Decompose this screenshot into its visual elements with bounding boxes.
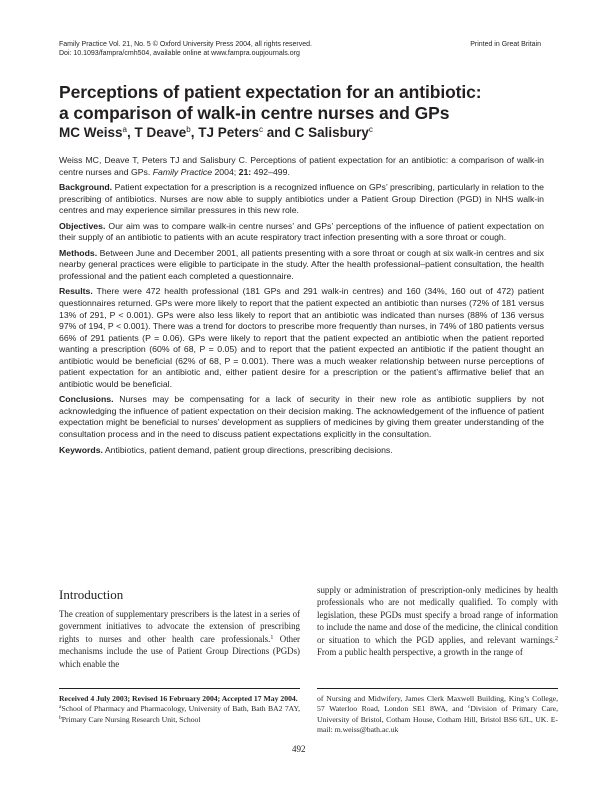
abstract-results [59,286,544,390]
journal-line: Family Practice Vol. 21, No. 5 © Oxford University Press 2004, all rights reserved. [59,41,312,48]
body-text: supply or administration of prescription-only medicines by health professionals who are not medically qualified. To comply with legislation, these PGDs must specify a broad range of information to include the name and dose of the medicine, the clinical condition or situation to which the PGD applies, and relevant warnings. [317,585,558,645]
section-label: Conclusions. [59,394,114,405]
section-text: Patient expectation for a prescription is a recognized influence on GPs’ prescribing, particularly in relation to the prescribing of antibiotics. Nurses are now able to supply antibiotics under a Patient Group Direction (PGD) in NHS walk-in centres and may experience similar pressures in this new role. [59,182,544,216]
section-heading: Introduction [59,587,124,602]
body-column-right [317,584,558,658]
footnote-right [317,694,558,735]
author-name: MC Weiss [59,125,123,140]
citation-pages: 492–499. [251,166,290,177]
section-text: There were 472 health professional (181 GPs and 291 walk-in centres) and 160 (34%, 160 out of 472) patient questionnaires returned. GPs were more likely to report that the patient expected an antibiotic than nurses (72% of 181 versus 13% of 291, P < 0.001). GPs were also less likely to report that an antibiotic was indicated than nurses (88% of 136 versus 97% of 194, P < 0.001). There was a trend for doctors to prescribe more frequently than nurses, in 74% of 180 patients versus 66% of 291 patients (P = 0.06). GPs were likely to report that the patient expected an antibiotic when the patient reported wanting a prescription (60% of 68, P = 0.05) and to report that the patient expected an antibiotic if the patient thought an antibiotic would be beneficial (62% of 68, P = 0.001). There was a much weaker relationship between nurse perceptions of patient expectation for an antibiotic and, either patient desire for a prescription or the patient’s affirmative belief that an antibiotic would be beneficial. [59,286,544,389]
section-label: Results. [59,286,93,297]
body-text: From a public health perspective, a growth in the range of [317,647,523,658]
abstract-conclusions [59,394,544,440]
citation-volume: 21: [238,166,252,177]
affiliation-text: Division of Primary Care, University of Bristol, Cotham House, Cotham Hill, Bristol BS6 6JL, UK. E-mail: m.weiss@bath.ac.uk [317,704,558,734]
abstract-background [59,182,544,217]
received-dates: Received 4 July 2003; Revised 16 February 2004; Accepted 17 May 2004. [59,694,298,703]
body-text: The creation of supplementary prescribers is the latest in a series of government initiatives to advocate the extension of prescribing rights to nurses and other health care professionals. [59,609,300,644]
abstract [59,155,544,460]
body-text: Other mechanisms include the use of Patient Group Directions (PGDs) which enable the [59,633,300,669]
affiliation-mark: b [59,714,62,721]
affiliation-mark: a [59,704,62,711]
affiliation-mark: c [467,704,471,711]
affiliation-text: Primary Care Nursing Research Unit, School [61,714,201,724]
citation-journal: Family Practice [152,166,213,177]
author-separator: and [263,125,295,140]
citation [59,155,544,178]
section-label: Objectives. [59,220,106,231]
author-affiliation-mark: c [259,125,264,134]
footnote-divider [317,688,558,689]
author-list [59,125,373,140]
printed-note: Printed in Great Britain [470,41,541,48]
section-label: Background. [59,182,113,193]
body-column-left [59,608,300,670]
page-number: 492 [292,744,306,754]
reference-mark: 2 [555,635,558,642]
abstract-keywords [59,445,544,457]
footnote-left [59,694,300,725]
section-label: Methods. [59,247,98,258]
reference-mark: 1 [270,634,274,641]
citation-year: 2004; [212,166,239,177]
section-text: Our aim was to compare walk-in centre nurses’ and GPs’ perceptions of the influence of patient expectation on their supply of an antibiotic to patients with an acute respiratory tract infection presenting with a sore throat or cough. [59,220,544,243]
author-separator: , [190,125,199,140]
section-label: Keywords. [59,444,103,455]
affiliations [59,704,300,725]
author-affiliation-mark: a [122,125,127,134]
abstract-methods [59,248,544,283]
section-text: Nurses may be compensating for a lack of security in their new role as antibiotic suppliers by not acknowledging the influence of patient expectation on their decision making. The acknowledgement of the influence of patient expectation might be beneficial to nurses’ development as suppliers of medicines by giving them greater understanding of the consultation process and in the need to discuss patient expectations explicitly in the consultation. [59,394,544,440]
author-name: C Salisbury [294,125,369,140]
author-affiliation-mark: c [368,125,373,134]
title-line-1: Perceptions of patient expectation for an antibiotic: [59,82,482,102]
article-title [59,82,559,124]
title-line-2: a comparison of walk-in centre nurses and GPs [59,103,450,123]
author-name: T Deave [134,125,187,140]
affiliation-text: of Nursing and Midwifery, James Clerk Maxwell Building, King’s College, 57 Waterloo Road, London SE1 8WA, and [317,694,558,714]
section-text: Between June and December 2001, all patients presenting with a sore throat or cough at six walk-in centres and six nearby general practices were eligible to participate in the study. After the health professional–patient consultation, the health professional and the patient each completed a questionnaire. [59,247,544,281]
footnote-divider [59,688,300,689]
affiliation-text: School of Pharmacy and Pharmacology, University of Bath, Bath BA2 7AY, [61,704,300,714]
section-text: Antibiotics, patient demand, patient group directions, prescribing decisions. [102,444,393,455]
abstract-objectives [59,221,544,244]
author-name: TJ Peters [198,125,260,140]
author-affiliation-mark: b [186,125,191,134]
author-separator: , [126,125,135,140]
journal-info [59,40,312,58]
citation-text: Weiss MC, Deave T, Peters TJ and Salisbury C. Perceptions of patient expectation for an antibiotic: a comparison of walk-in centre nurses and GPs. [59,155,544,177]
doi-line: Doi: 10.1093/fampra/cmh504, available online at www.fampra.oupjournals.org [59,50,300,57]
